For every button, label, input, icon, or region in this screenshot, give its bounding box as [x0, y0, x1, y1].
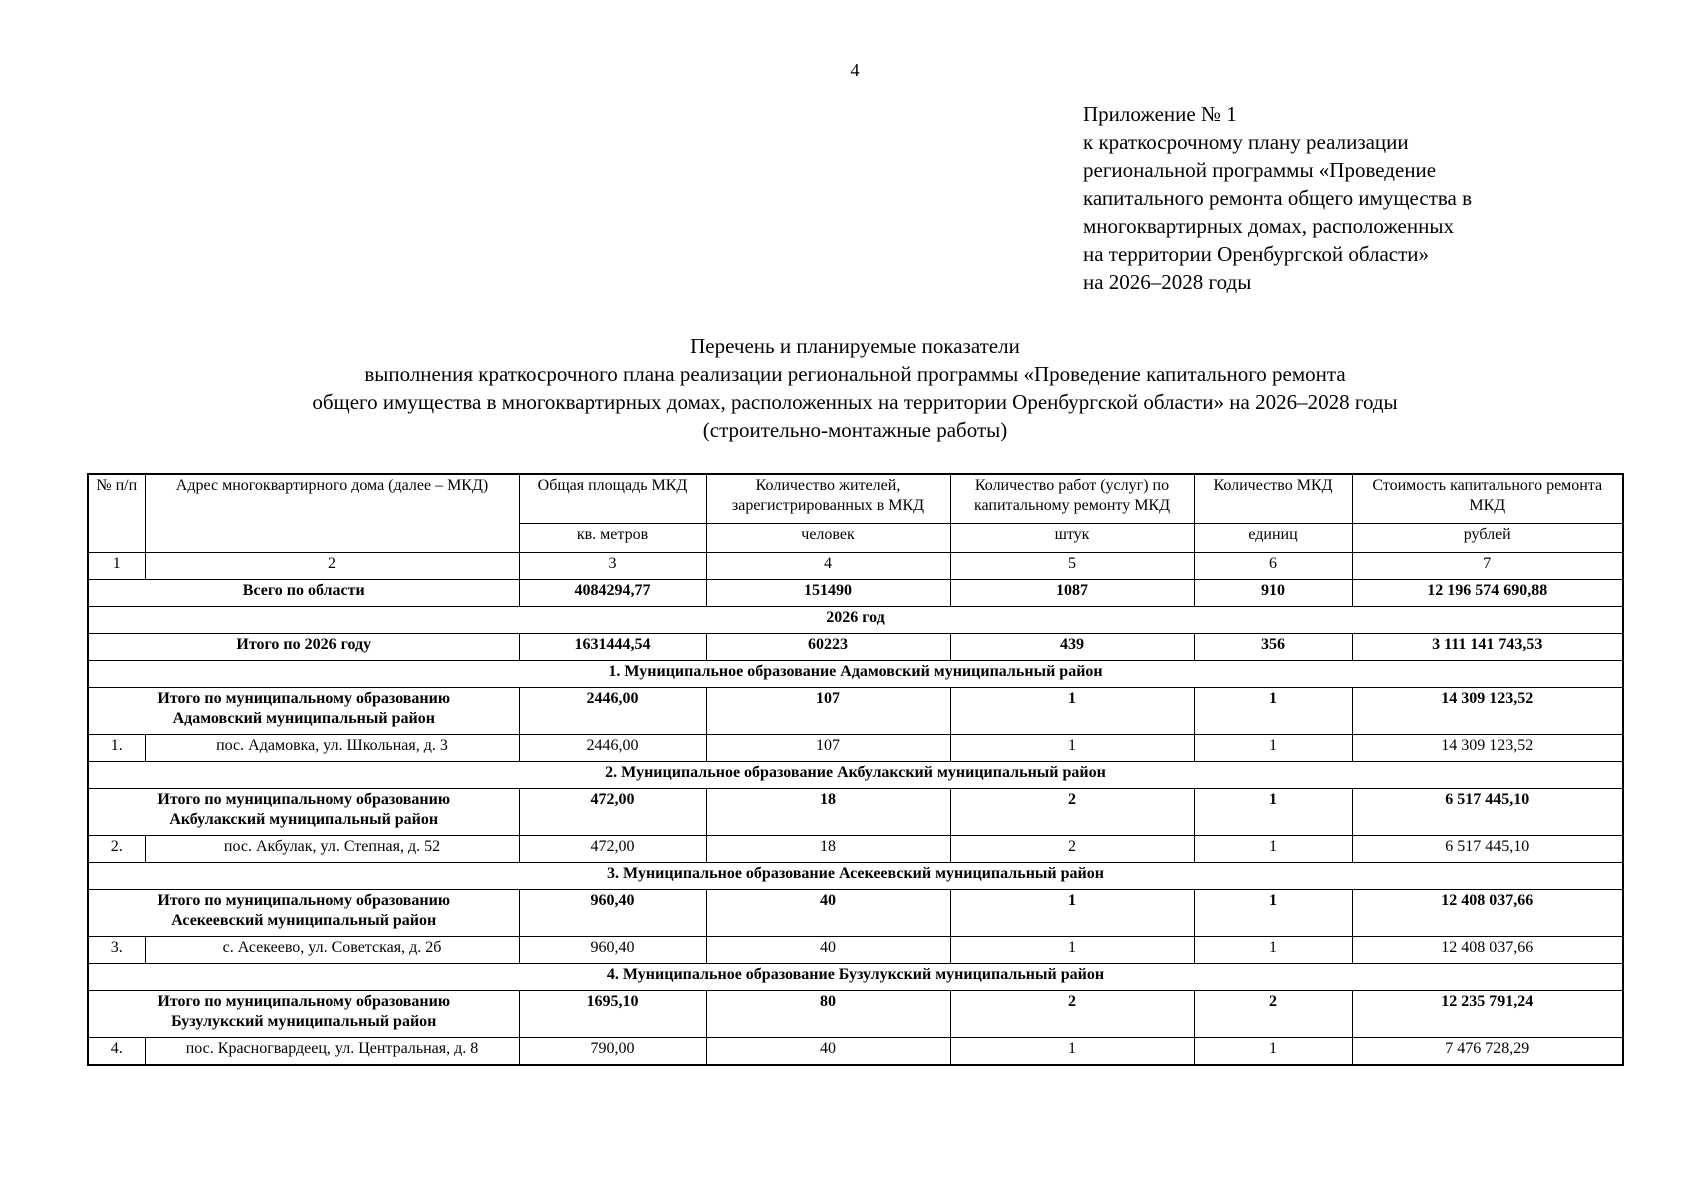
row-works: 2	[950, 836, 1194, 863]
total-region-works: 1087	[950, 580, 1194, 607]
document-title	[0, 332, 1697, 444]
row-cost: 12 408 037,66	[1352, 937, 1623, 964]
subtotal-area: 1695,10	[519, 991, 706, 1038]
district-heading: 3. Муниципальное образование Асекеевский муниципальный район	[88, 863, 1623, 890]
row-works: 1	[950, 735, 1194, 762]
row-works: 1	[950, 937, 1194, 964]
district-subtotal-label	[88, 890, 519, 937]
subtotal-cost: 14 309 123,52	[1352, 688, 1623, 735]
total-year-area: 1631444,54	[519, 634, 706, 661]
header-mkd: Количество МКД	[1194, 474, 1352, 524]
row-residents: 40	[706, 937, 950, 964]
row-mkd: 1	[1194, 735, 1352, 762]
row-area: 2446,00	[519, 735, 706, 762]
subtotal-residents: 107	[706, 688, 950, 735]
table-row	[88, 735, 1623, 762]
col-number: 6	[1194, 553, 1352, 580]
year-heading-row	[88, 607, 1623, 634]
appendix-line: к краткосрочному плану реализации	[1083, 130, 1409, 154]
row-cost: 6 517 445,10	[1352, 836, 1623, 863]
unit-area: кв. метров	[519, 524, 706, 553]
title-line: (строительно-монтажные работы)	[702, 418, 1008, 442]
subtotal-residents: 80	[706, 991, 950, 1038]
subtotal-label-line: Итого по муниципальному образованию	[157, 892, 451, 909]
district-subtotal-row	[88, 991, 1623, 1038]
row-residents: 18	[706, 836, 950, 863]
subtotal-residents: 18	[706, 789, 950, 836]
row-address: с. Асекеево, ул. Советская, д. 2б	[145, 937, 519, 964]
subtotal-label-line: Асекеевский муниципальный район	[171, 912, 437, 929]
district-heading-row	[88, 762, 1623, 789]
unit-works: штук	[950, 524, 1194, 553]
district-subtotal-row	[88, 890, 1623, 937]
header-residents: Количество жителей, зарегистрированных в МКД	[706, 474, 950, 524]
header-works: Количество работ (услуг) по капитальному ремонту МКД	[950, 474, 1194, 524]
district-subtotal-label	[88, 789, 519, 836]
district-heading: 2. Муниципальное образование Акбулакский муниципальный район	[88, 762, 1623, 789]
subtotal-area: 960,40	[519, 890, 706, 937]
row-mkd: 1	[1194, 836, 1352, 863]
subtotal-cost: 6 517 445,10	[1352, 789, 1623, 836]
title-line: выполнения краткосрочного плана реализации региональной программы «Проведение капитального ремонта	[364, 362, 1346, 386]
header-num: № п/п	[88, 474, 145, 553]
row-area: 472,00	[519, 836, 706, 863]
row-num: 1.	[88, 735, 145, 762]
subtotal-area: 472,00	[519, 789, 706, 836]
subtotal-mkd: 1	[1194, 789, 1352, 836]
total-region-area: 4084294,77	[519, 580, 706, 607]
col-number: 5	[950, 553, 1194, 580]
row-address: пос. Адамовка, ул. Школьная, д. 3	[145, 735, 519, 762]
row-address: пос. Красногвардеец, ул. Центральная, д. 8	[145, 1038, 519, 1066]
row-num: 2.	[88, 836, 145, 863]
table-row	[88, 937, 1623, 964]
col-number: 1	[88, 553, 145, 580]
appendix-line: Приложение № 1	[1083, 102, 1237, 126]
header-area: Общая площадь МКД	[519, 474, 706, 524]
header-cost: Стоимость капитального ремонта МКД	[1352, 474, 1623, 524]
subtotal-works: 1	[950, 688, 1194, 735]
title-line: общего имущества в многоквартирных домах, расположенных на территории Оренбургской области» на 2026–2028 годы	[312, 390, 1398, 414]
page-number: 4	[850, 60, 860, 80]
total-region-cost: 12 196 574 690,88	[1352, 580, 1623, 607]
row-mkd: 1	[1194, 1038, 1352, 1066]
header-address: Адрес многоквартирного дома (далее – МКД)	[145, 474, 519, 553]
appendix-line: региональной программы «Проведение	[1083, 158, 1437, 182]
year-heading: 2026 год	[88, 607, 1623, 634]
subtotal-mkd: 2	[1194, 991, 1352, 1038]
district-subtotal-label	[88, 688, 519, 735]
total-region-mkd: 910	[1194, 580, 1352, 607]
subtotal-label-line: Акбулакский муниципальный район	[169, 811, 439, 828]
column-number-row	[88, 553, 1623, 580]
row-cost: 7 476 728,29	[1352, 1038, 1623, 1066]
total-region-label: Всего по области	[88, 580, 519, 607]
subtotal-label-line: Итого по муниципальному образованию	[157, 993, 451, 1010]
row-residents: 107	[706, 735, 950, 762]
appendix-line: многоквартирных домах, расположенных	[1083, 214, 1454, 238]
total-year-cost: 3 111 141 743,53	[1352, 634, 1623, 661]
row-address: пос. Акбулак, ул. Степная, д. 52	[145, 836, 519, 863]
subtotal-label-line: Итого по муниципальному образованию	[157, 690, 451, 707]
subtotal-works: 1	[950, 890, 1194, 937]
col-number: 3	[519, 553, 706, 580]
subtotal-cost: 12 235 791,24	[1352, 991, 1623, 1038]
appendix-block	[1083, 100, 1472, 296]
total-year-mkd: 356	[1194, 634, 1352, 661]
appendix-line: на территории Оренбургской области»	[1083, 242, 1430, 266]
district-subtotal-row	[88, 688, 1623, 735]
district-heading-row	[88, 661, 1623, 688]
row-num: 4.	[88, 1038, 145, 1066]
total-year-works: 439	[950, 634, 1194, 661]
subtotal-works: 2	[950, 789, 1194, 836]
appendix-line: капитального ремонта общего имущества в	[1083, 186, 1473, 210]
row-area: 790,00	[519, 1038, 706, 1066]
total-year-residents: 60223	[706, 634, 950, 661]
row-area: 960,40	[519, 937, 706, 964]
table-row	[88, 836, 1623, 863]
subtotal-works: 2	[950, 991, 1194, 1038]
total-region-row	[88, 580, 1623, 607]
subtotal-cost: 12 408 037,66	[1352, 890, 1623, 937]
row-residents: 40	[706, 1038, 950, 1066]
subtotal-mkd: 1	[1194, 688, 1352, 735]
district-heading-row	[88, 964, 1623, 991]
row-num: 3.	[88, 937, 145, 964]
subtotal-label-line: Итого по муниципальному образованию	[157, 791, 451, 808]
district-heading-row	[88, 863, 1623, 890]
subtotal-mkd: 1	[1194, 890, 1352, 937]
district-subtotal-label	[88, 991, 519, 1038]
col-number: 7	[1352, 553, 1623, 580]
district-subtotal-row	[88, 789, 1623, 836]
col-number: 2	[145, 553, 519, 580]
appendix-line: на 2026–2028 годы	[1083, 270, 1252, 294]
total-year-label: Итого по 2026 году	[88, 634, 519, 661]
subtotal-label-line: Адамовский муниципальный район	[172, 710, 435, 727]
title-line: Перечень и планируемые показатели	[690, 334, 1020, 358]
repair-plan-table	[87, 473, 1624, 1066]
unit-residents: человек	[706, 524, 950, 553]
unit-mkd: единиц	[1194, 524, 1352, 553]
total-region-residents: 151490	[706, 580, 950, 607]
row-cost: 14 309 123,52	[1352, 735, 1623, 762]
district-heading: 1. Муниципальное образование Адамовский муниципальный район	[88, 661, 1623, 688]
row-mkd: 1	[1194, 937, 1352, 964]
district-heading: 4. Муниципальное образование Бузулукский муниципальный район	[88, 964, 1623, 991]
col-number: 4	[706, 553, 950, 580]
total-year-row	[88, 634, 1623, 661]
header-row	[88, 474, 1623, 524]
row-works: 1	[950, 1038, 1194, 1066]
unit-cost: рублей	[1352, 524, 1623, 553]
subtotal-label-line: Бузулукский муниципальный район	[171, 1013, 437, 1030]
subtotal-area: 2446,00	[519, 688, 706, 735]
table-row	[88, 1038, 1623, 1066]
subtotal-residents: 40	[706, 890, 950, 937]
